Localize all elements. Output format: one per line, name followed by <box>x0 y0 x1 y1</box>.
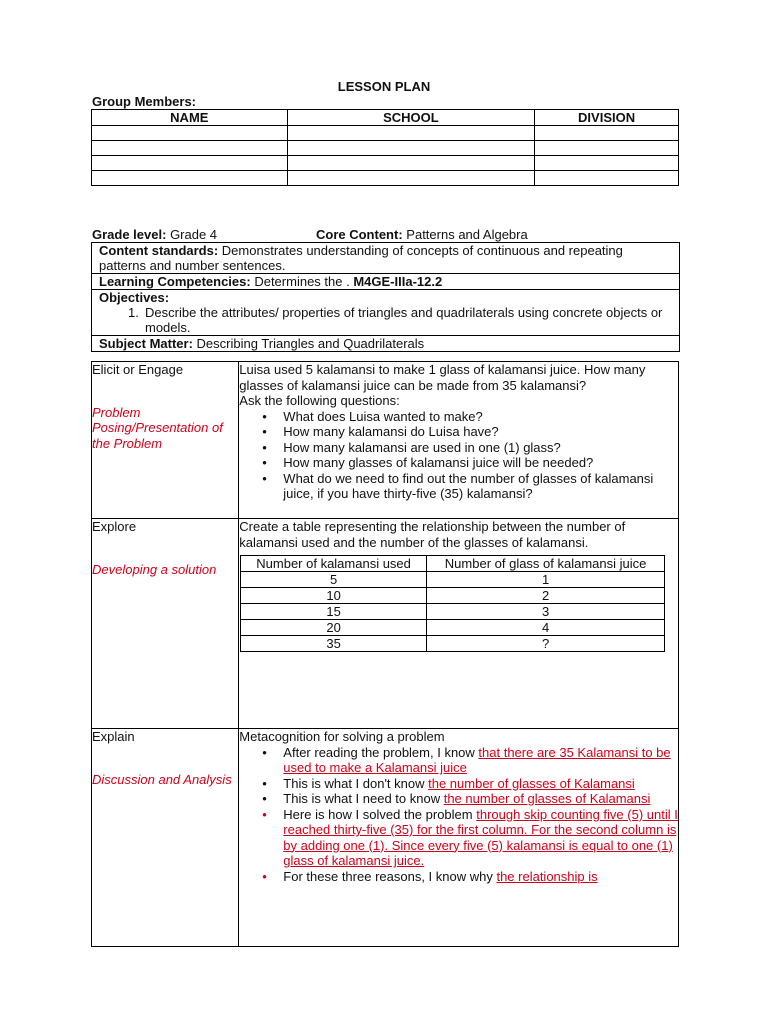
elicit-row <box>92 362 679 519</box>
competencies-label: Learning Competencies: <box>99 274 251 289</box>
list-item <box>283 791 678 807</box>
item-answer: the number of glasses of Kalamansi <box>428 775 635 791</box>
kalamansi-table <box>240 555 665 652</box>
item-text: This is what I need to know <box>283 791 444 806</box>
elicit-stage-cell <box>92 362 239 519</box>
objective-text: Describe the attributes/ properties of triangles and quadrilaterals using concrete objects or models. <box>145 305 663 335</box>
table-row <box>92 126 679 141</box>
item-text: This is what I don't know <box>283 775 429 791</box>
cell: 2 <box>426 588 664 604</box>
stage-label: Discussion and Analysis <box>92 771 232 787</box>
cell: 3 <box>426 604 664 620</box>
core-content <box>316 227 528 242</box>
cell: 4 <box>426 620 664 636</box>
explain-intro: Metacognition for solving a problem <box>239 729 445 744</box>
table-row <box>241 588 665 604</box>
header-division: DIVISION <box>535 110 679 126</box>
list-item: • How many kalamansi are used in one (1) glass? <box>283 440 678 456</box>
header-name: NAME <box>92 110 288 126</box>
core-content-label: Core Content: <box>316 227 403 242</box>
item-answer: the relationship is <box>496 868 598 884</box>
explain-stage-cell <box>92 729 239 947</box>
objectives-row <box>92 290 679 336</box>
stage-title: Elicit or Engage <box>92 362 184 377</box>
kalamansi-header: Number of kalamansi used <box>241 556 427 572</box>
grade-level-value: Grade 4 <box>170 227 218 242</box>
item-answer: that there are 35 Kalamansi to be used to make a Kalamansi juice <box>283 744 671 775</box>
cell: 15 <box>241 604 427 620</box>
competencies-value: Determines the . <box>254 274 350 289</box>
list-item <box>283 776 678 792</box>
table-row <box>92 156 679 171</box>
item-answer: the number of glasses of Kalamansi <box>443 791 651 806</box>
item-answer: through skip counting five (5) until I reached thirty-five (35) for the first column. For the second column is by adding one (1). Since every five (5) kalamansi is equal to one (1) glass of kalamansi juice. <box>283 806 678 868</box>
list-item: • What does Luisa wanted to make? <box>283 409 678 425</box>
table-row <box>241 636 665 652</box>
ask-text: Ask the following questions: <box>239 393 400 408</box>
explore-row <box>92 519 679 729</box>
cell: 10 <box>241 588 427 604</box>
content-standards-label: Content standards: <box>99 243 219 258</box>
cell: 20 <box>241 620 427 636</box>
subject-matter-row <box>92 336 679 351</box>
subject-matter-value: Describing Triangles and Quadrilaterals <box>196 336 425 351</box>
competency-code: M4GE-IIIa-12.2 <box>353 274 443 289</box>
item-text: For these three reasons, I know why <box>283 868 497 884</box>
list-item: • What do we need to find out the number of glasses of kalamansi juice, if you have thirty-five (35) kalamansi? <box>283 471 678 502</box>
problem-text: Luisa used 5 kalamansi to make 1 glass of kalamansi juice. How many glasses of kalamansi juice can be made from 35 kalamansi? <box>239 362 646 393</box>
standards-box <box>91 242 680 352</box>
item-text: After reading the problem, I know <box>283 744 479 760</box>
grade-level <box>92 227 217 242</box>
stage-label: Developing a solution <box>92 561 217 577</box>
stage-label: Problem Posing/Presentation of the Problem <box>92 404 223 451</box>
stage-title: Explain <box>92 729 135 744</box>
list-item: • How many glasses of kalamansi juice will be needed? <box>283 455 678 471</box>
list-item: • How many kalamansi do Luisa have? <box>283 424 678 440</box>
table-row <box>241 620 665 636</box>
content-standards-row <box>92 243 679 274</box>
explore-content-cell <box>239 519 679 729</box>
subject-matter-label: Subject Matter: <box>99 336 193 351</box>
explain-row <box>92 729 679 947</box>
table-row <box>92 171 679 186</box>
question-list <box>239 409 678 502</box>
competencies-row <box>92 274 679 290</box>
list-item <box>283 807 678 869</box>
page-title: LESSON PLAN <box>337 79 431 94</box>
explore-stage-cell <box>92 519 239 729</box>
explain-content-cell <box>239 729 679 947</box>
stage-title: Explore <box>92 519 137 534</box>
group-members-label: Group Members: <box>92 94 197 109</box>
explore-intro: Create a table representing the relationship between the number of kalamansi used and the number of the glasses of kalamansi. <box>239 519 626 550</box>
header-school: SCHOOL <box>287 110 535 126</box>
group-members-table <box>91 109 679 186</box>
content-standards-value: Demonstrates understanding of concepts of continuous and repeating patterns and number sentences. <box>99 243 623 273</box>
core-content-value: Patterns and Algebra <box>406 227 528 242</box>
objective-number: 1. <box>128 305 139 320</box>
grade-level-label: Grade level: <box>92 227 167 242</box>
procedure-table <box>91 361 679 947</box>
item-text: Here is how I solved the problem <box>283 806 477 822</box>
objective-item <box>99 305 673 335</box>
metacognition-list <box>239 745 678 885</box>
elicit-content-cell <box>239 362 679 519</box>
list-item <box>283 745 678 776</box>
glass-header: Number of glass of kalamansi juice <box>426 556 664 572</box>
list-item <box>283 869 678 885</box>
cell: 35 <box>241 636 427 652</box>
table-row <box>241 572 665 588</box>
cell: 5 <box>241 572 427 588</box>
table-row <box>241 604 665 620</box>
cell: ? <box>426 636 664 652</box>
table-row <box>92 141 679 156</box>
objectives-label: Objectives: <box>99 290 170 305</box>
cell: 1 <box>426 572 664 588</box>
